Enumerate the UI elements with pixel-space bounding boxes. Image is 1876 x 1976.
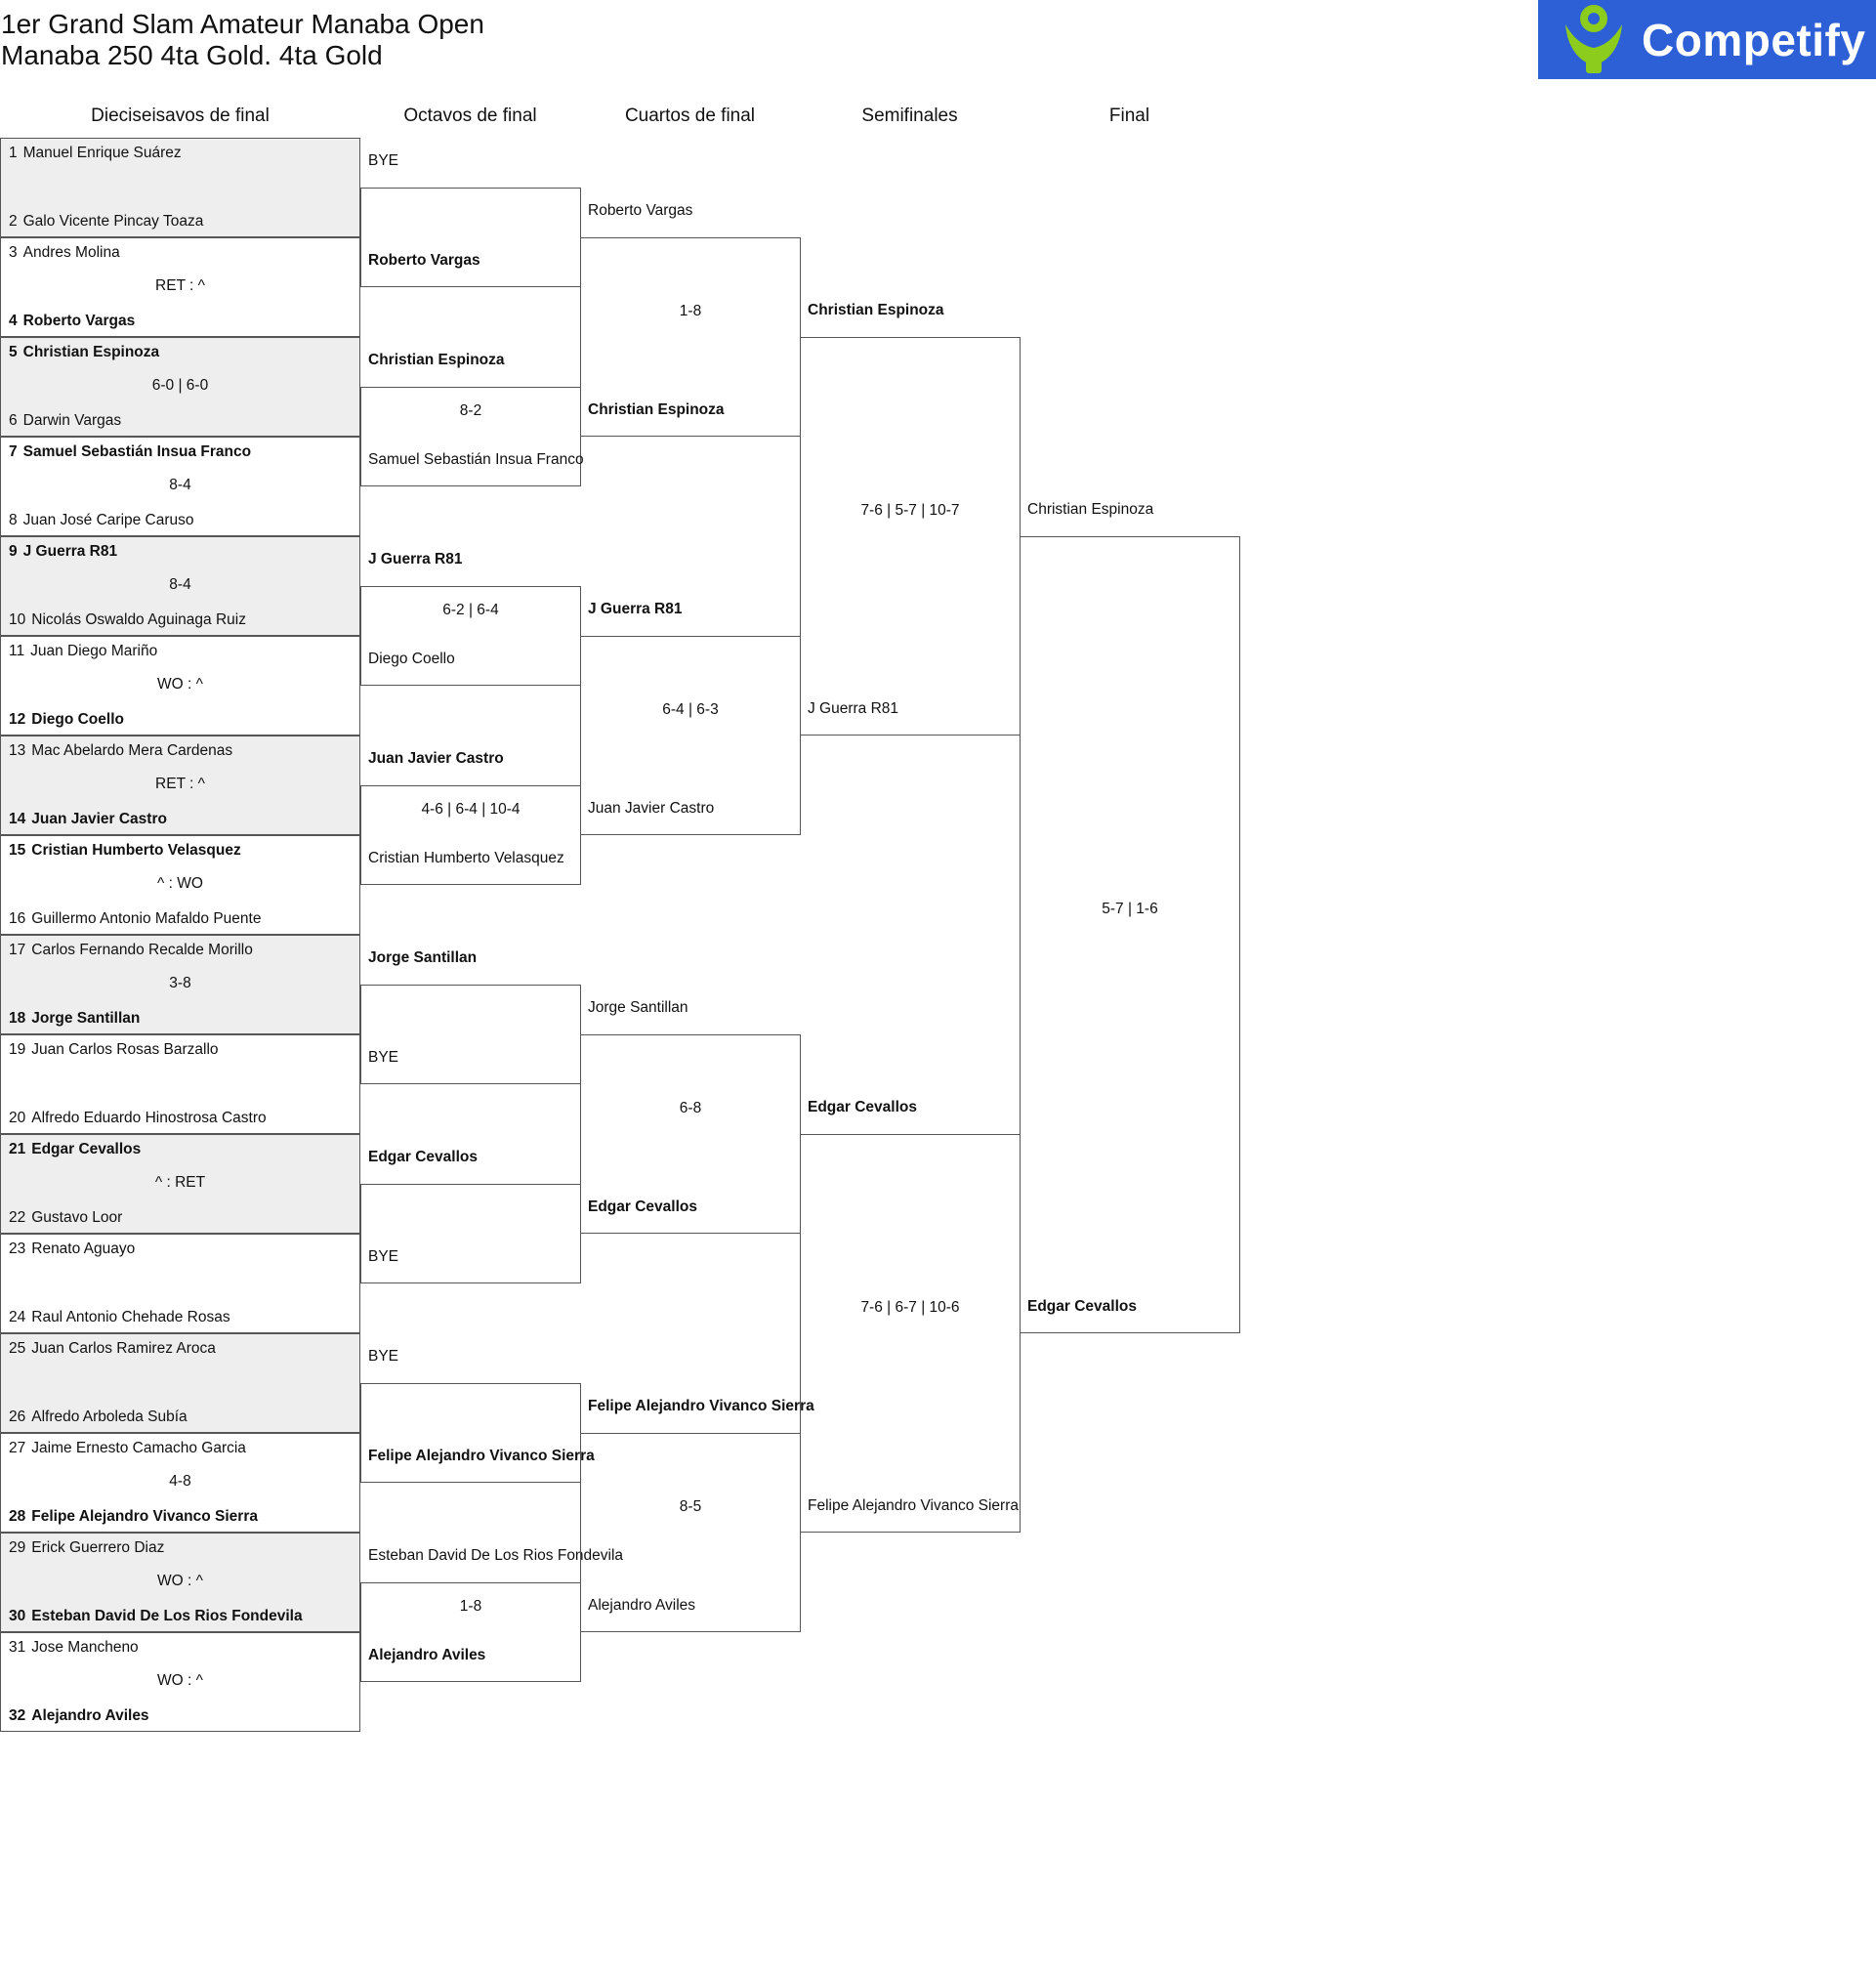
r16-player: Christian Espinoza — [368, 352, 505, 368]
seed-number: 9 — [9, 543, 18, 560]
qf-player: Roberto Vargas — [588, 202, 693, 219]
seed-number: 15 — [9, 842, 26, 859]
player-name: Esteban David De Los Rios Fondevila — [31, 1608, 303, 1624]
round-header-final: Final — [1108, 105, 1150, 126]
seed-number: 19 — [9, 1041, 26, 1058]
seed-number: 11 — [9, 643, 25, 659]
match-score: 8-4 — [169, 477, 191, 493]
r32-match[interactable] — [0, 1134, 360, 1234]
player-name: Edgar Cevallos — [31, 1141, 142, 1157]
sf-match-bracket[interactable] — [800, 337, 1021, 736]
seed-number: 4 — [9, 313, 18, 329]
seed-number: 10 — [9, 611, 26, 628]
player-name: Alejandro Aviles — [31, 1707, 149, 1724]
qf-player: Felipe Alejandro Vivanco Sierra — [588, 1398, 814, 1414]
sf-match-bracket[interactable] — [800, 1134, 1021, 1533]
player-name: Guillermo Antonio Mafaldo Puente — [31, 910, 262, 927]
match-score: ^ : WO — [157, 875, 203, 892]
r16-player: Cristian Humberto Velasquez — [368, 850, 564, 866]
player-name: Juan José Caripe Caruso — [22, 512, 194, 528]
r32-match[interactable] — [0, 1433, 360, 1533]
seed-number: 3 — [9, 244, 18, 261]
qf-player: Alejandro Aviles — [588, 1597, 696, 1614]
player-name: Juan Javier Castro — [31, 811, 167, 827]
player-name: Juan Carlos Rosas Barzallo — [31, 1041, 219, 1058]
r16-score: 6-2 | 6-4 — [442, 602, 499, 618]
player-name: Roberto Vargas — [22, 313, 136, 329]
player-name: Felipe Alejandro Vivanco Sierra — [31, 1508, 258, 1525]
match-score: 8-4 — [169, 576, 191, 593]
match-score: RET : ^ — [155, 776, 205, 792]
seed-number: 12 — [9, 711, 26, 728]
final-player: Christian Espinoza — [1027, 501, 1154, 518]
round-header-qf: Cuartos de final — [624, 105, 756, 126]
qf-score: 6-8 — [679, 1100, 702, 1116]
player-name: Christian Espinoza — [22, 344, 160, 360]
r32-match[interactable] — [0, 935, 360, 1034]
seed-number: 14 — [9, 811, 26, 827]
r16-player: Felipe Alejandro Vivanco Sierra — [368, 1448, 595, 1464]
player-name: Erick Guerrero Diaz — [31, 1539, 165, 1556]
r16-player: BYE — [368, 152, 399, 169]
player-name: Samuel Sebastián Insua Franco — [22, 443, 252, 460]
final-score: 5-7 | 1-6 — [1102, 901, 1158, 917]
seed-number: 32 — [9, 1707, 26, 1724]
r32-match[interactable] — [0, 1632, 360, 1732]
seed-number: 26 — [9, 1408, 26, 1425]
player-name: Jaime Ernesto Camacho Garcia — [31, 1440, 246, 1456]
r16-player: Samuel Sebastián Insua Franco — [368, 451, 584, 468]
r16-score: 1-8 — [459, 1598, 482, 1615]
player-name: Renato Aguayo — [31, 1240, 136, 1257]
player-name: Diego Coello — [31, 711, 124, 728]
logo-text: Competify — [1642, 14, 1866, 65]
seed-number: 28 — [9, 1508, 26, 1525]
r16-player: Edgar Cevallos — [368, 1149, 478, 1165]
player-name: J Guerra R81 — [22, 543, 118, 560]
seed-number: 24 — [9, 1309, 26, 1325]
match-score: RET : ^ — [155, 277, 205, 294]
competify-logo[interactable] — [1538, 0, 1876, 79]
r16-match-bracket[interactable] — [360, 985, 581, 1084]
r32-match[interactable] — [0, 437, 360, 536]
seed-number: 27 — [9, 1440, 26, 1456]
qf-player: Juan Javier Castro — [588, 800, 715, 817]
seed-number: 29 — [9, 1539, 26, 1556]
player-name: Juan Diego Mariño — [30, 643, 158, 659]
r16-match-bracket[interactable] — [360, 188, 581, 287]
r16-player: Esteban David De Los Rios Fondevila — [368, 1547, 624, 1564]
player-name: Andres Molina — [22, 244, 120, 261]
seed-number: 1 — [9, 145, 18, 161]
player-name: Alfredo Arboleda Subía — [31, 1408, 188, 1425]
match-score: 6-0 | 6-0 — [151, 377, 209, 394]
r32-match[interactable] — [0, 1034, 360, 1134]
r16-player: Roberto Vargas — [368, 252, 480, 269]
round-header-r32: Dieciseisavos de final — [91, 105, 270, 126]
r16-match-bracket[interactable] — [360, 1184, 581, 1283]
seed-number: 17 — [9, 942, 26, 958]
r32-match[interactable] — [0, 237, 360, 337]
qf-score: 1-8 — [679, 303, 702, 319]
r16-player: BYE — [368, 1248, 399, 1265]
seed-number: 7 — [9, 443, 18, 460]
player-name: Darwin Vargas — [22, 412, 122, 429]
player-name: Gustavo Loor — [31, 1209, 123, 1226]
seed-number: 18 — [9, 1010, 26, 1027]
seed-number: 5 — [9, 344, 18, 360]
player-name: Nicolás Oswaldo Aguinaga Ruiz — [31, 611, 246, 628]
player-name: Alfredo Eduardo Hinostrosa Castro — [31, 1110, 267, 1126]
round-header-r16: Octavos de final — [403, 105, 537, 126]
r16-player: Diego Coello — [368, 651, 455, 667]
sf-score: 7-6 | 5-7 | 10-7 — [860, 502, 960, 519]
r16-score: 8-2 — [459, 402, 482, 419]
seed-number: 21 — [9, 1141, 26, 1157]
r32-match[interactable] — [0, 736, 360, 835]
match-score: WO : ^ — [157, 676, 203, 693]
r32-match[interactable] — [0, 1533, 360, 1632]
seed-number: 23 — [9, 1240, 26, 1257]
final-match-bracket[interactable] — [1020, 536, 1240, 1333]
r32-match[interactable] — [0, 337, 360, 437]
match-score: WO : ^ — [157, 1672, 203, 1689]
player-name: Galo Vicente Pincay Toaza — [22, 213, 204, 230]
seed-number: 13 — [9, 742, 26, 759]
sf-score: 7-6 | 6-7 | 10-6 — [860, 1299, 960, 1316]
seed-number: 2 — [9, 213, 18, 230]
tournament-subtitle: Manaba 250 4ta Gold. 4ta Gold — [1, 40, 383, 70]
sf-player: J Guerra R81 — [808, 700, 899, 717]
r32-match[interactable] — [0, 1333, 360, 1433]
competify-person-icon — [1560, 5, 1628, 75]
player-name: Cristian Humberto Velasquez — [31, 842, 241, 859]
r32-match[interactable] — [0, 138, 360, 237]
player-name: Juan Carlos Ramirez Aroca — [31, 1340, 216, 1357]
match-score: WO : ^ — [157, 1573, 203, 1589]
qf-score: 8-5 — [679, 1498, 702, 1515]
r32-match[interactable] — [0, 536, 360, 636]
tournament-title: 1er Grand Slam Amateur Manaba Open — [1, 9, 484, 39]
qf-player: Edgar Cevallos — [588, 1198, 697, 1215]
match-score: 4-8 — [169, 1473, 191, 1490]
seed-number: 25 — [9, 1340, 26, 1357]
seed-number: 30 — [9, 1608, 26, 1624]
qf-player: Christian Espinoza — [588, 401, 725, 418]
qf-score: 6-4 | 6-3 — [662, 701, 719, 718]
seed-number: 20 — [9, 1110, 26, 1126]
seed-number: 31 — [9, 1639, 26, 1656]
player-name: Manuel Enrique Suárez — [22, 145, 182, 161]
seed-number: 22 — [9, 1209, 26, 1226]
r32-match[interactable] — [0, 636, 360, 736]
player-name: Carlos Fernando Recalde Morillo — [31, 942, 253, 958]
r16-player: BYE — [368, 1049, 399, 1066]
seed-number: 8 — [9, 512, 18, 528]
r16-match-bracket[interactable] — [360, 1383, 595, 1483]
seed-number: 16 — [9, 910, 26, 927]
final-player: Edgar Cevallos — [1027, 1298, 1137, 1315]
r16-player: Alejandro Aviles — [368, 1647, 486, 1663]
r16-player: J Guerra R81 — [368, 551, 463, 568]
sf-player: Felipe Alejandro Vivanco Sierra — [808, 1497, 1019, 1514]
r16-player: BYE — [368, 1348, 399, 1365]
sf-player: Edgar Cevallos — [808, 1099, 917, 1115]
player-name: Raul Antonio Chehade Rosas — [31, 1309, 230, 1325]
round-header-sf: Semifinales — [861, 105, 958, 126]
r32-match[interactable] — [0, 835, 360, 935]
match-score: 3-8 — [169, 975, 191, 991]
player-name: Jose Mancheno — [31, 1639, 139, 1656]
sf-player: Christian Espinoza — [808, 302, 944, 318]
r16-player: Juan Javier Castro — [368, 750, 504, 767]
r16-player: Jorge Santillan — [368, 949, 478, 966]
qf-player: J Guerra R81 — [588, 601, 683, 617]
seed-number: 6 — [9, 412, 18, 429]
player-name: Mac Abelardo Mera Cardenas — [31, 742, 233, 759]
r16-score: 4-6 | 6-4 | 10-4 — [421, 801, 521, 818]
qf-player: Jorge Santillan — [588, 999, 688, 1016]
match-score: ^ : RET — [154, 1174, 206, 1191]
player-name: Jorge Santillan — [31, 1010, 141, 1027]
r32-match[interactable] — [0, 1234, 360, 1333]
